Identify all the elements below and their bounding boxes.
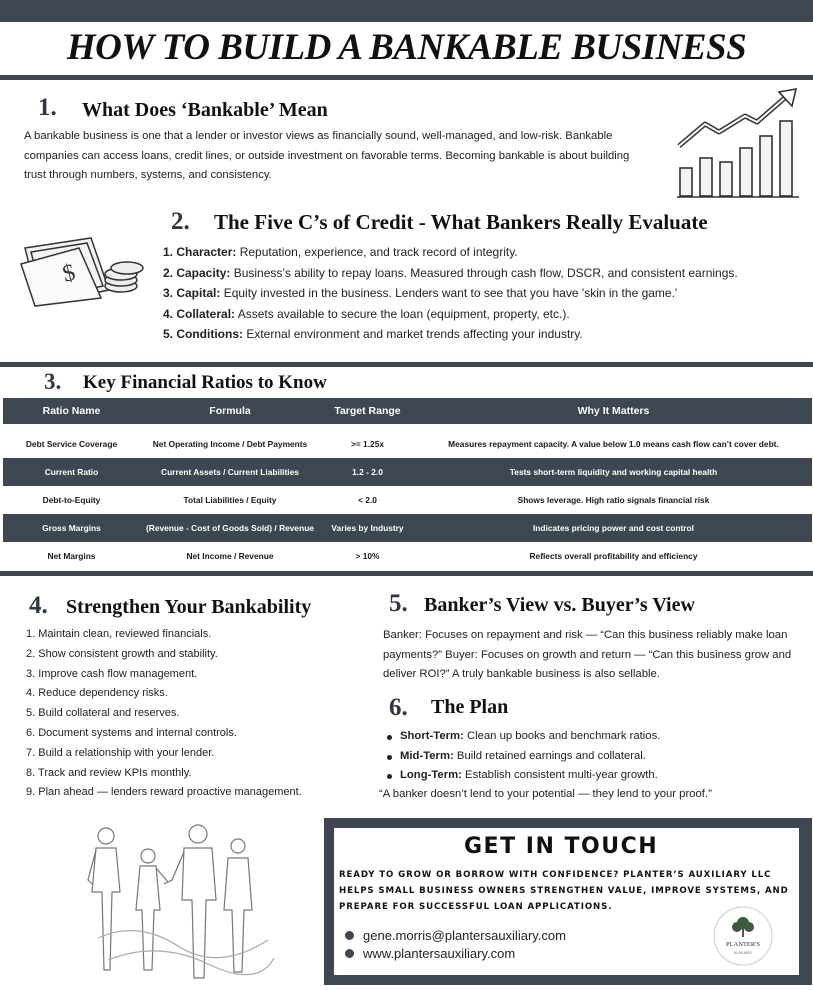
- contact-text: READY TO GROW OR BORROW WITH CONFIDENCE? PLANTER’S AUXILIARY LLC HELPS SMALL BUSINESS OWNERS STRENGTHEN VALUE, IMPROVE SYSTEMS, AND PREPARE FOR SUCCESSFUL LOAN APPLICATIONS.: [339, 870, 789, 912]
- header-cell: Formula: [209, 405, 251, 417]
- table-cell: Current Assets / Current Liabilities: [161, 467, 299, 477]
- list-item: Short-Term: Clean up books and benchmark ratios.: [384, 727, 660, 747]
- table-row: [3, 430, 812, 458]
- top-bar: [0, 0, 813, 22]
- section-3-bottom-divider: [0, 571, 813, 576]
- section-6-number: 6.: [389, 694, 408, 721]
- list-item: 7. Build a relationship with your lender.: [26, 746, 215, 759]
- planters-logo-icon: [713, 906, 773, 966]
- contact-heading: GET IN TOUCH: [464, 834, 659, 859]
- table-cell: Debt Service Coverage: [25, 439, 118, 449]
- section-1-number: 1.: [38, 94, 57, 121]
- list-item: 2. Capacity: Business’s ability to repay loans. Measured through cash flow, DSCR, and consistent earnings.: [163, 265, 738, 280]
- title-divider: [0, 75, 813, 80]
- section-2-number: 2.: [171, 208, 190, 235]
- table-cell: Debt-to-Equity: [42, 495, 101, 505]
- business-people-illustration: [78, 820, 278, 985]
- list-item: 5. Build collateral and reserves.: [26, 707, 180, 720]
- svg-text:PLANTER'S: PLANTER'S: [725, 941, 761, 948]
- table-cell: Current Ratio: [44, 467, 99, 477]
- bullet-dot-icon: [345, 949, 354, 958]
- section-3-number: 3.: [44, 369, 62, 394]
- contact-email-row[interactable]: [345, 928, 566, 943]
- table-cell: Tests short-term liquidity and working capital health: [509, 467, 718, 477]
- ratios-table: [3, 398, 812, 570]
- svg-text:AUXILIARY: AUXILIARY: [733, 951, 753, 955]
- section-1-title: What Does ‘Bankable’ Mean: [82, 99, 328, 121]
- table-cell: (Revenue - Cost of Goods Sold) / Revenue: [146, 523, 314, 533]
- table-header: [3, 398, 812, 424]
- list-item: 6. Document systems and internal controls.: [26, 726, 237, 739]
- list-item: 3. Capital: Equity invested in the business. Lenders want to see that you have 'skin in the game.': [163, 286, 678, 300]
- contact-website-row[interactable]: [345, 946, 515, 961]
- header-cell: Ratio Name: [42, 405, 101, 417]
- table-row: [3, 486, 812, 514]
- list-item: 4. Reduce dependency risks.: [26, 687, 168, 700]
- contact-email[interactable]: gene.morris@plantersauxiliary.com: [363, 928, 566, 943]
- list-item: Mid-Term: Build retained earnings and collateral.: [384, 747, 660, 767]
- list-item: 8. Track and review KPIs monthly.: [26, 766, 192, 779]
- table-cell: Measures repayment capacity. A value below 1.0 means cash flow can’t cover debt.: [448, 439, 779, 449]
- list-item: 1. Character: Reputation, experience, and track record of integrity.: [163, 245, 518, 259]
- table-cell: < 2.0: [358, 495, 377, 505]
- list-item: 2. Show consistent growth and stability.: [26, 647, 218, 660]
- table-cell: Reflects overall profitability and efficiency: [529, 551, 698, 561]
- list-item: 4. Collateral: Assets available to secure the loan (equipment, property, etc.).: [163, 306, 570, 321]
- contact-website[interactable]: www.plantersauxiliary.com: [363, 946, 516, 961]
- page-title: HOW TO BUILD A BANKABLE BUSINESS: [66, 27, 747, 68]
- table-cell: Shows leverage. High ratio signals financial risk: [517, 495, 710, 505]
- table-cell: Indicates pricing power and cost control: [532, 523, 694, 533]
- svg-text:$: $: [59, 259, 79, 288]
- growth-chart-icon: [675, 86, 803, 200]
- table-cell: Net Operating Income / Debt Payments: [152, 439, 308, 449]
- table-cell: Net Income / Revenue: [186, 551, 274, 561]
- plan-list: [384, 727, 660, 786]
- table-cell: Net Margins: [47, 551, 96, 561]
- section-4-number: 4.: [29, 592, 48, 619]
- list-item: 3. Improve cash flow management.: [26, 667, 198, 680]
- bullet-dot-icon: [345, 931, 354, 940]
- table-cell: > 10%: [355, 551, 380, 561]
- table-cell: Total Liabilities / Equity: [183, 495, 277, 505]
- section-5-text: Banker: Focuses on repayment and risk — “Can this business reliably make loan payments?” Buyer: Focuses on growth and return — “Can this business grow and deliver ROI?” A truly bankable business is also sellable.: [383, 629, 792, 680]
- table-row: [3, 458, 812, 486]
- table-cell: 1.2 - 2.0: [352, 467, 383, 477]
- list-item: Long-Term: Establish consistent multi-year growth.: [384, 766, 660, 786]
- money-coins-icon: [17, 234, 149, 308]
- section-4-title: Strengthen Your Bankability: [66, 596, 312, 618]
- list-item: 9. Plan ahead — lenders reward proactive management.: [26, 786, 302, 799]
- section-5-title: Banker’s View vs. Buyer’s View: [424, 594, 695, 616]
- plan-quote: “A banker doesn’t lend to your potential — they lend to your proof.”: [379, 788, 712, 800]
- five-cs-list: [163, 242, 738, 345]
- bankability-steps-list: [26, 625, 302, 803]
- section-6-title: The Plan: [431, 696, 509, 718]
- table-row: [3, 514, 812, 542]
- list-item: 1. Maintain clean, reviewed financials.: [26, 628, 212, 640]
- table-cell: Gross Margins: [42, 523, 101, 533]
- list-item: 5. Conditions: External environment and market trends affecting your industry.: [163, 327, 583, 341]
- table-row: [3, 542, 812, 570]
- header-cell: Why It Matters: [577, 405, 650, 417]
- section-1-text: A bankable business is one that a lender or investor views as financially sound, well-managed, and low-risk. Bankable companies can access loans, credit lines, or outside investment on favorable terms. Becoming bankable is about building trust through numbers, systems, and consistency.: [24, 130, 630, 181]
- header-cell: Target Range: [334, 405, 401, 417]
- table-cell: Varies by Industry: [331, 523, 404, 533]
- section-3-title: Key Financial Ratios to Know: [83, 372, 327, 393]
- section-5-number: 5.: [389, 590, 408, 617]
- section-3-divider: [0, 362, 813, 367]
- section-2-title: The Five C’s of Credit - What Bankers Really Evaluate: [214, 210, 708, 234]
- table-cell: >= 1.25x: [350, 439, 385, 449]
